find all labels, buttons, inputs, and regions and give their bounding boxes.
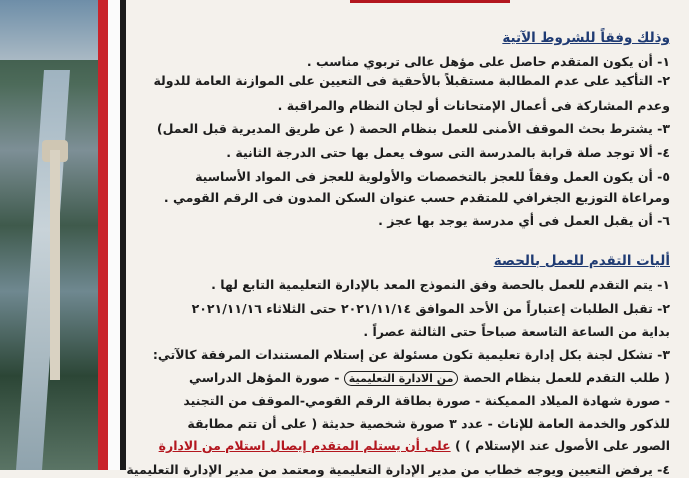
flag-stripe-black	[120, 0, 126, 470]
mechanism-line-red	[140, 438, 670, 454]
mechanism-line: ٢- تقبل الطلبات إعتباراً من الأحد الموافق ٢٠٢١/١١/١٤ حتى الثلاثاء ٢٠٢١/١١/١٦	[191, 301, 670, 316]
photo-tower	[50, 150, 60, 380]
mechanism-text: ( طلب التقدم للعمل بنظام الحصة	[462, 370, 670, 385]
photo-sky	[0, 0, 98, 60]
red-underlined-note: على أن يستلم المتقدم إيصال استلام من الادارة	[158, 438, 451, 453]
condition-line: ٤- ألا توجد صلة قرابة بالمدرسة التى سوف يعمل بها حتى الدرجة الثانية .	[226, 145, 670, 160]
condition-line: ٣- يشترط بحث الموقف الأمنى للعمل بنظام الحصة ( عن طريق المديرية قبل العمل)	[156, 121, 670, 136]
condition-line: ٦- أن يقبل العمل فى أي مدرسة يوجد بها عجز .	[378, 213, 670, 228]
condition-line: ومراعاة التوزيع الجغرافي للمتقدم حسب عنوان السكن المدون فى الرقم القومي .	[163, 190, 670, 205]
mechanism-line-cut: ٤- يرفض التعيين ويوجه خطاب من مدير الإدارة التعليمية ومعتمد من مدير الإدارة التعليمية	[126, 462, 670, 477]
condition-line: ١- أن يكون المتقدم حاصل على مؤهل عالى تربوي مناسب .	[306, 54, 670, 69]
mechanism-line: - صورة شهادة الميلاد المميكنة - صورة بطاقة الرقم القومي-الموقف من التجنيد	[183, 393, 670, 408]
condition-line: ٥- أن يكون العمل وفقاً للعجز بالتخصصات والأولوية للعجز فى المواد الأساسية	[195, 169, 670, 184]
conditions-heading: وذلك وفقاً للشروط الآتية	[502, 30, 670, 46]
document-body	[126, 0, 670, 477]
mechanism-line: ١- يتم التقدم للعمل بالحصة وفق النموذج المعد بالإدارة التعليمية التابع لها .	[211, 277, 670, 292]
mechanism-line: للذكور والخدمة العامة للإناث - عدد ٣ صورة شخصية حديثة ( على أن تتم مطابقة	[187, 416, 670, 431]
flag-stripe-white	[108, 0, 120, 470]
boxed-note: من الادارة التعليمية	[344, 371, 459, 386]
mechanisms-heading: أليات التقدم للعمل بالحصة	[493, 253, 670, 269]
mechanism-line: ٣- تشكل لجنة بكل إدارة تعليمية تكون مسئولة عن إستلام المستندات المرفقة كالآتي:	[152, 347, 670, 362]
decorative-photo	[0, 0, 98, 470]
flag-stripe-red	[98, 0, 108, 470]
mechanism-line-boxed	[140, 370, 670, 387]
mechanism-text: الصور على الأصول عند الإستلام ) )	[454, 438, 670, 453]
top-red-rule	[350, 0, 510, 3]
mechanism-text: - صورة المؤهل الدراسي	[189, 370, 340, 385]
mechanism-line: بداية من الساعة التاسعة صباحاً حتى الثالثة عصراً .	[363, 324, 670, 339]
condition-line: ٢- التأكيد على عدم المطالبة مستقبلاً بالأحقية فى التعيين على الموازنة العامة للدولة	[153, 73, 670, 88]
condition-line: وعدم المشاركة فى أعمال الإمتحانات أو لجان النظام والمراقبة .	[277, 98, 670, 113]
photo-river	[16, 70, 70, 470]
